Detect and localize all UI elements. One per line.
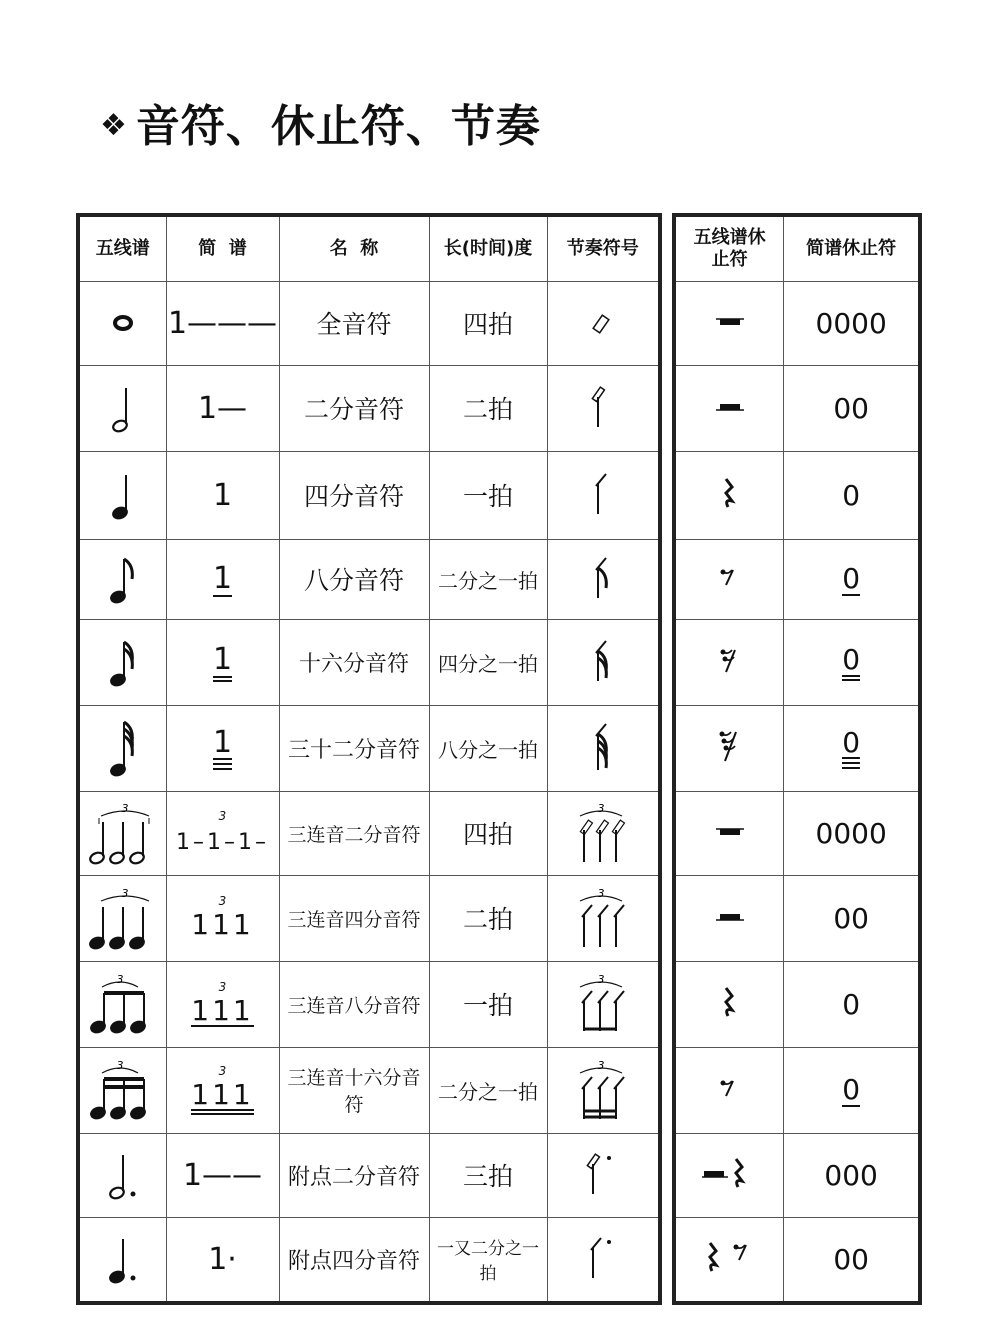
- jianpu-rest-digits: 00: [833, 1242, 869, 1276]
- jianpu-cell: [166, 875, 279, 961]
- svg-text:3: 3: [597, 973, 605, 986]
- note-name-cell: 附点二分音符: [279, 1133, 429, 1217]
- half-note-icon: [108, 380, 138, 436]
- triplet-mark: 3: [218, 1063, 227, 1078]
- rest-row: [674, 1217, 920, 1303]
- dotted-quarter-note-icon: [105, 1231, 141, 1287]
- quarter-rhythm-icon: [588, 470, 618, 520]
- jianpu-text: 111: [191, 907, 254, 941]
- rest-row: [674, 961, 920, 1047]
- sixteenth-note-icon: [106, 634, 140, 690]
- rest-table: [672, 213, 922, 1305]
- rest-row: [674, 281, 920, 365]
- svg-text:3: 3: [597, 887, 605, 900]
- header-rhythm: 节奏符号: [547, 215, 660, 281]
- dotted-half-rhythm-icon: [583, 1150, 623, 1200]
- triplet-eighth-notes-icon: [88, 971, 158, 1037]
- note-name-cell: 三连音二分音符: [279, 791, 429, 875]
- rest-row: [674, 365, 920, 451]
- duration-cell: 一又二分之一拍: [429, 1217, 547, 1303]
- jianpu-rest-cell: [784, 791, 920, 875]
- jianpu-cell: [166, 281, 279, 365]
- svg-text:3: 3: [597, 802, 605, 815]
- note-name-cell: 三十二分音符: [279, 705, 429, 791]
- header-name: 名 称: [279, 215, 429, 281]
- duration-cell: 四拍: [429, 791, 547, 875]
- rest-header-row: [674, 215, 920, 281]
- whole-note-icon: [108, 308, 138, 338]
- staff-cell: [78, 451, 166, 539]
- note-row: [78, 961, 660, 1047]
- header-row: [78, 215, 660, 281]
- note-name-cell: 三连音四分音符: [279, 875, 429, 961]
- jianpu-rest-text: 0: [842, 728, 860, 769]
- jianpu-cell: [166, 1133, 279, 1217]
- triplet-sixteenth-notes-icon: [88, 1057, 158, 1123]
- staff-cell: [78, 961, 166, 1047]
- jianpu-cell: [166, 619, 279, 705]
- thirty-second-note-icon: [106, 716, 140, 780]
- jianpu-rest-text: 00: [833, 391, 869, 425]
- staff-cell: [78, 1133, 166, 1217]
- staff-rest-cell: [674, 281, 784, 365]
- staff-rest-cell: [674, 619, 784, 705]
- staff-cell: [78, 281, 166, 365]
- dotted-half-note-icon: [105, 1147, 141, 1203]
- note-row: [78, 539, 660, 619]
- staff-cell: [78, 705, 166, 791]
- header-duration: 长(时间)度: [429, 215, 547, 281]
- rest-row: [674, 539, 920, 619]
- note-row: [78, 619, 660, 705]
- staff-cell: [78, 539, 166, 619]
- note-name-cell: 十六分音符: [279, 619, 429, 705]
- header-jianpu-rest: 简谱休止符: [784, 215, 920, 281]
- staff-rest-cell: [674, 539, 784, 619]
- sixteenth-rest-icon: [718, 644, 742, 680]
- jianpu-rest-text: 00: [833, 901, 869, 935]
- thirty-second-rest-icon: [717, 726, 743, 770]
- diamond-bullet-icon: ❖: [100, 108, 128, 143]
- whole-rest-icon: [710, 821, 750, 845]
- svg-text:3: 3: [121, 887, 129, 900]
- jianpu-cell: [166, 539, 279, 619]
- jianpu-rest-text: 0: [842, 562, 861, 596]
- title-text: 音符、休止符、节奏: [135, 101, 541, 152]
- jianpu-rest-text: 0: [842, 478, 861, 512]
- jianpu-rest-text: 0000: [815, 816, 887, 850]
- note-row: [78, 281, 660, 365]
- triplet-half-rhythm-icon: [568, 800, 638, 866]
- note-row: [78, 875, 660, 961]
- note-table: [76, 213, 662, 1305]
- staff-rest-cell: [674, 451, 784, 539]
- rhythm-cell: [547, 619, 660, 705]
- jianpu-rest-cell: [784, 281, 920, 365]
- rhythm-cell: [547, 1133, 660, 1217]
- staff-rest-cell: [674, 1047, 784, 1133]
- duration-cell: 二拍: [429, 365, 547, 451]
- note-row: [78, 1217, 660, 1303]
- note-name-cell: 八分音符: [279, 539, 429, 619]
- rhythm-cell: [547, 1217, 660, 1303]
- staff-rest-cell: [674, 1217, 784, 1303]
- whole-rest-icon: [710, 311, 750, 335]
- triplet-mark: 3: [218, 979, 227, 994]
- staff-rest-cell: [674, 791, 784, 875]
- jianpu-rest-text: 000: [824, 1158, 878, 1192]
- rhythm-cell: [547, 365, 660, 451]
- note-name-cell: 三连音十六分音符: [279, 1047, 429, 1133]
- jianpu-rest-cell: [784, 539, 920, 619]
- note-row: [78, 365, 660, 451]
- svg-text:3: 3: [116, 973, 124, 986]
- jianpu-text: 1–1–1–: [176, 829, 269, 855]
- jianpu-rest-cell: [784, 961, 920, 1047]
- rest-row: [674, 705, 920, 791]
- triplet-half-notes-icon: [85, 800, 161, 866]
- jianpu-rest-cell: [784, 451, 920, 539]
- duration-cell: 二拍: [429, 875, 547, 961]
- quarter-note-icon: [108, 467, 138, 523]
- duration-cell: 一拍: [429, 961, 547, 1047]
- rhythm-cell: [547, 791, 660, 875]
- jianpu-cell: [166, 1217, 279, 1303]
- dotted-quarter-rhythm-icon: [583, 1234, 623, 1284]
- rhythm-cell: [547, 539, 660, 619]
- staff-cell: [78, 1047, 166, 1133]
- rhythm-cell: [547, 875, 660, 961]
- eighth-rhythm-icon: [588, 554, 618, 604]
- jianpu-rest-cell: [784, 1217, 920, 1303]
- note-row: [78, 791, 660, 875]
- jianpu-rest-cell: [784, 875, 920, 961]
- jianpu-text: 1——: [182, 1157, 263, 1193]
- duration-cell: 八分之一拍: [429, 705, 547, 791]
- thirty-second-rhythm-icon: [588, 720, 618, 776]
- duration-cell: 三拍: [429, 1133, 547, 1217]
- jianpu-text: 1: [212, 561, 233, 597]
- jianpu-text: 1———: [167, 305, 278, 341]
- jianpu-text: 111: [191, 1080, 253, 1115]
- jianpu-cell: [166, 961, 279, 1047]
- note-name-cell: 四分音符: [279, 451, 429, 539]
- quarter-rest-icon: [720, 475, 740, 515]
- jianpu-rest-cell: [784, 619, 920, 705]
- jianpu-rest-text: 0: [842, 1073, 861, 1107]
- rhythm-cell: [547, 705, 660, 791]
- header-staff-rest: 五线谱休止符: [674, 215, 784, 281]
- jianpu-text: 1: [213, 644, 232, 682]
- eighth-note-icon: [106, 551, 140, 607]
- jianpu-cell: [166, 1047, 279, 1133]
- whole-rhythm-icon: [588, 308, 618, 338]
- staff-cell: [78, 791, 166, 875]
- rhythm-cell: [547, 281, 660, 365]
- quarter-rest-icon: [720, 984, 740, 1024]
- jianpu-cell: [166, 705, 279, 791]
- note-row: [78, 1047, 660, 1133]
- triplet-mark: 3: [218, 808, 227, 823]
- jianpu-cell: [166, 365, 279, 451]
- triplet-quarter-rhythm-icon: [568, 885, 638, 951]
- jianpu-rest-text: 0000: [815, 306, 887, 340]
- note-row: [78, 1133, 660, 1217]
- jianpu-text: 1: [213, 727, 232, 771]
- staff-rest-cell: [674, 365, 784, 451]
- svg-text:3: 3: [116, 1059, 124, 1072]
- sixteenth-rhythm-icon: [588, 637, 618, 687]
- half-rest-icon: [710, 906, 750, 930]
- rhythm-cell: [547, 961, 660, 1047]
- duration-cell: 四拍: [429, 281, 547, 365]
- jianpu-text: 1·: [208, 1241, 237, 1277]
- rest-row: [674, 451, 920, 539]
- jianpu-rest-text: [833, 1243, 869, 1276]
- note-name-cell: 附点四分音符: [279, 1217, 429, 1303]
- half-rest-icon: [710, 396, 750, 420]
- jianpu-rest-text: 0: [842, 645, 860, 680]
- note-name-cell: 全音符: [279, 281, 429, 365]
- rest-row: [674, 1133, 920, 1217]
- jianpu-rest-cell: [784, 365, 920, 451]
- triplet-sixteenth-rhythm-icon: [568, 1057, 638, 1123]
- header-staff: 五线谱: [78, 215, 166, 281]
- jianpu-rest-cell: [784, 705, 920, 791]
- jianpu-rest-cell: [784, 1133, 920, 1217]
- jianpu-rest-cell: [784, 1047, 920, 1133]
- duration-cell: 一拍: [429, 451, 547, 539]
- staff-rest-cell: [674, 705, 784, 791]
- rhythm-cell: [547, 1047, 660, 1133]
- triplet-quarter-notes-icon: [85, 885, 161, 951]
- rest-row: [674, 875, 920, 961]
- note-row: [78, 705, 660, 791]
- half-rhythm-icon: [588, 383, 618, 433]
- note-row: [78, 451, 660, 539]
- jianpu-cell: [166, 451, 279, 539]
- staff-rest-cell: [674, 1133, 784, 1217]
- staff-cell: [78, 619, 166, 705]
- rhythm-cell: [547, 451, 660, 539]
- staff-cell: [78, 365, 166, 451]
- eighth-rest-icon: [718, 1075, 742, 1105]
- jianpu-text: 1: [212, 477, 233, 513]
- duration-cell: 二分之一拍: [429, 539, 547, 619]
- quarter-eighth-rest-icon: [700, 1239, 760, 1279]
- duration-cell: 二分之一拍: [429, 1047, 547, 1133]
- duration-cell: 四分之一拍: [429, 619, 547, 705]
- staff-cell: [78, 875, 166, 961]
- staff-rest-cell: [674, 961, 784, 1047]
- header-jianpu: 简 谱: [166, 215, 279, 281]
- staff-rest-cell: [674, 875, 784, 961]
- jianpu-cell: [166, 791, 279, 875]
- svg-text:3: 3: [121, 802, 129, 815]
- rest-row: [674, 1047, 920, 1133]
- note-name-cell: 二分音符: [279, 365, 429, 451]
- jianpu-text: 111: [191, 993, 254, 1027]
- page-title: [100, 90, 541, 154]
- rest-row: [674, 619, 920, 705]
- triplet-eighth-rhythm-icon: [568, 971, 638, 1037]
- triplet-mark: 3: [218, 893, 227, 908]
- rest-row: [674, 791, 920, 875]
- half-quarter-rest-icon: [700, 1155, 760, 1195]
- staff-cell: [78, 1217, 166, 1303]
- svg-text:3: 3: [597, 1059, 605, 1072]
- jianpu-text: 1—: [197, 390, 248, 426]
- jianpu-rest-text: 0: [842, 987, 861, 1021]
- note-name-cell: 三连音八分音符: [279, 961, 429, 1047]
- eighth-rest-icon: [718, 564, 742, 594]
